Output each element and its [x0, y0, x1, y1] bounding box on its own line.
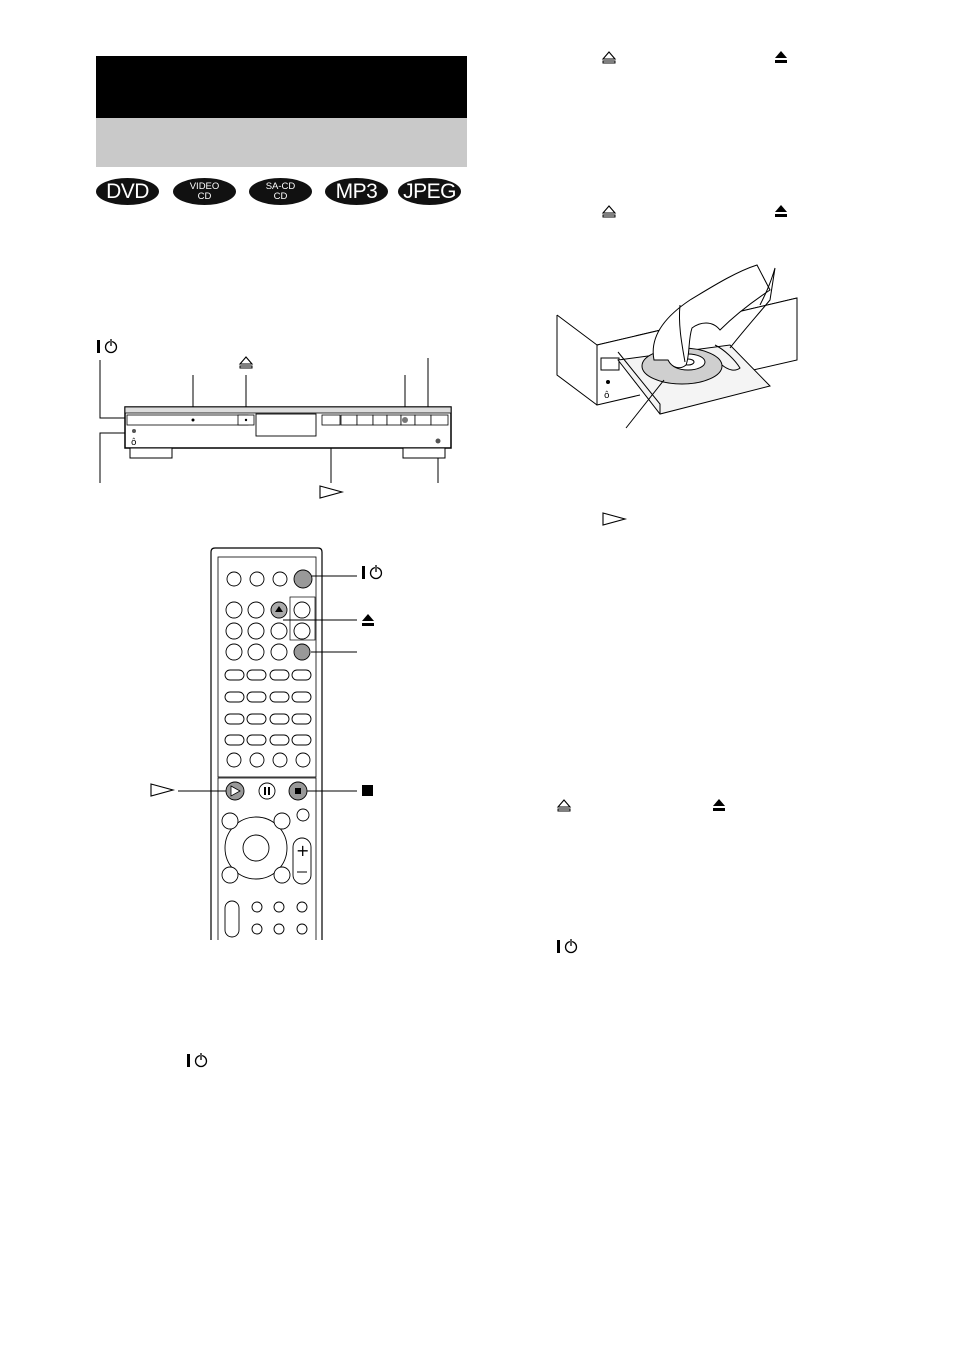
svg-text:ô: ô	[131, 438, 137, 448]
play-icon	[603, 513, 625, 525]
eject-solid-icon	[775, 205, 787, 217]
eject-solid-icon	[775, 51, 787, 63]
eject-outline-icon	[558, 800, 570, 811]
eject-outline-icon	[603, 206, 615, 217]
video-cd-badge: VIDEO CD	[173, 178, 236, 205]
eject-solid-icon	[713, 799, 725, 811]
svg-text:ô: ô	[604, 391, 610, 401]
jpeg-badge: JPEG	[398, 178, 461, 205]
power-icon	[557, 939, 577, 953]
dvd-badge: DVD	[96, 178, 159, 205]
mp3-badge: MP3	[325, 178, 388, 205]
disc-loading-illustration	[557, 265, 797, 428]
eject-outline-icon	[603, 52, 615, 63]
sa-cd-badge: SA-CD CD	[249, 178, 312, 205]
svg-text:+: +	[296, 841, 310, 860]
